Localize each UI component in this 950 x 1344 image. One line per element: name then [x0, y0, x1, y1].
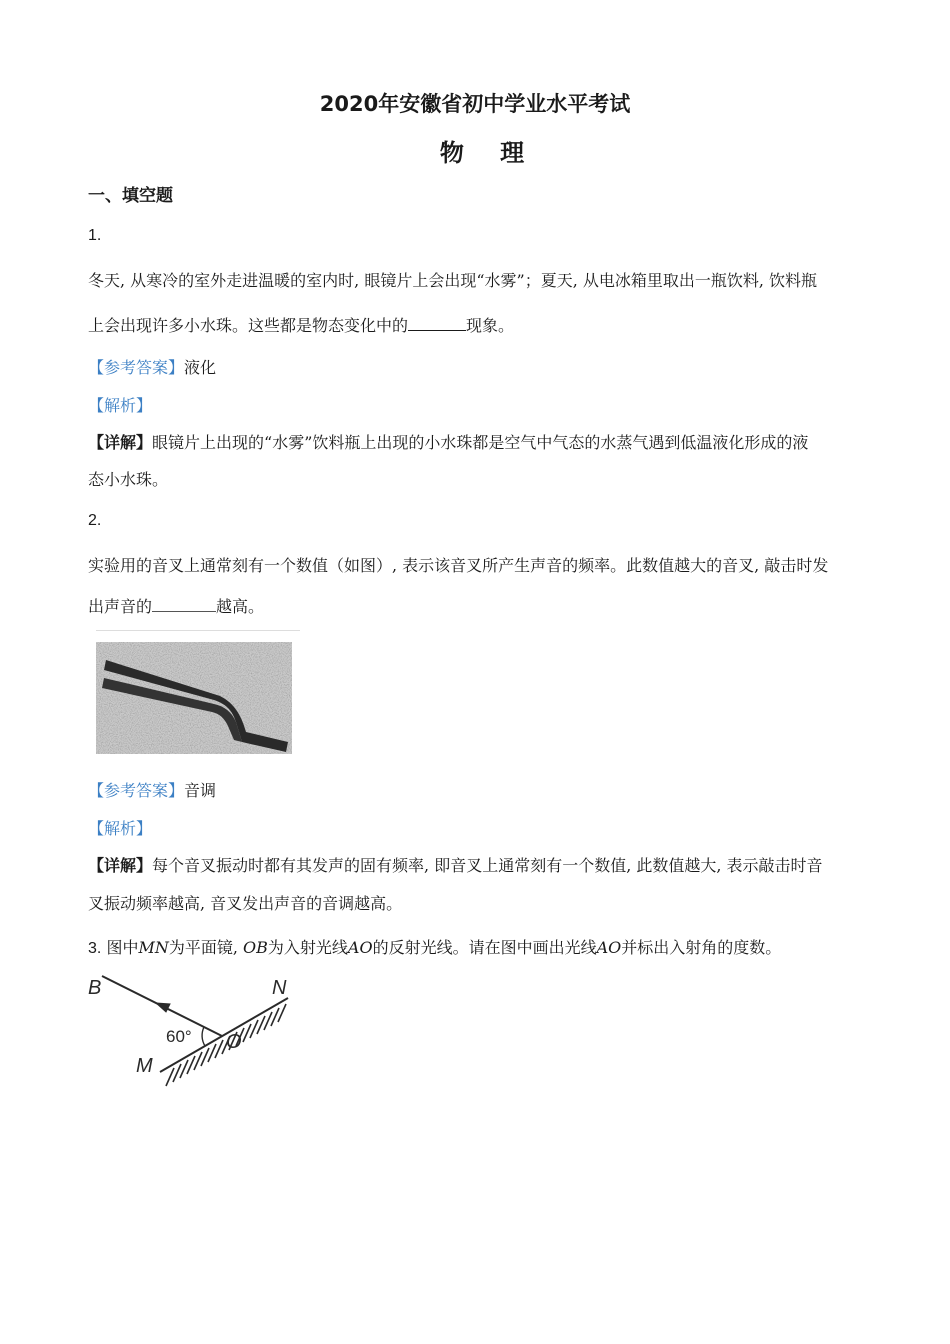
question-2-text: 出声音的 [88, 597, 153, 616]
answer-text: 液化 [184, 358, 217, 377]
detail-tag: 【详解】 [88, 433, 153, 452]
ray-arrow [156, 1003, 170, 1012]
question-1-number: 1. [88, 227, 102, 244]
q3-ao: AO [347, 938, 373, 957]
angle-arc [202, 1027, 205, 1046]
label-b: B [88, 977, 102, 999]
q3-text-2: 为平面镜, [168, 938, 244, 957]
detail-text: 眼镜片上出现的“水雾”饮料瓶上出现的小水珠都是空气中气态的水蒸气遇到低温液化形成的液 [152, 433, 809, 452]
question-3-line [88, 935, 781, 958]
detail-tag: 【详解】 [88, 856, 153, 875]
question-2-answer [88, 778, 216, 801]
answer-blank [152, 595, 216, 612]
q3-text-1: 图中 [106, 938, 139, 957]
q3-ao-2: AO [596, 938, 622, 957]
q3-text-4: 的反射光线。请在图中画出光线 [372, 938, 597, 957]
mirror-diagram [80, 968, 300, 1096]
label-o: O [226, 1031, 242, 1053]
question-1-line-2 [88, 313, 514, 336]
q3-text-3: 为入射光线 [267, 938, 348, 957]
answer-tag: 【参考答案】 [88, 781, 185, 800]
answer-tag: 【参考答案】 [88, 358, 185, 377]
answer-text: 音调 [184, 781, 217, 800]
angle-label: 60° [166, 1027, 192, 1046]
question-1-text-end: 现象。 [466, 316, 515, 335]
answer-blank [408, 314, 466, 331]
detail-text: 每个音叉振动时都有其发声的固有频率, 即音叉上通常刻有一个数值, 此数值越大, 表示敲击时音 [152, 856, 823, 875]
tuning-fork-photo [96, 630, 300, 754]
q3-text-5: 并标出入射角的度数。 [621, 938, 782, 957]
q3-mn: MN [138, 938, 169, 957]
question-2-line-1: 实验用的音叉上通常刻有一个数值（如图）, 表示该音叉所产生声音的频率。此数值越大的音叉, 敲击时发 [88, 556, 829, 575]
section-heading: 一、填空题 [88, 186, 173, 206]
analysis-tag: 【解析】 [88, 396, 153, 415]
question-1-detail-line-2: 态小水珠。 [88, 470, 169, 489]
question-2-text-end: 越高。 [216, 597, 265, 616]
question-2-detail-line-1 [88, 853, 823, 876]
exam-title: 2020年安徽省初中学业水平考试 [319, 92, 631, 116]
question-2-detail-line-2: 叉振动频率越高, 音叉发出声音的音调越高。 [88, 894, 403, 913]
question-2-line-2 [88, 594, 264, 617]
question-1-text: 上会出现许多小水珠。这些都是物态变化中的 [88, 316, 409, 335]
question-1-detail-line-1 [88, 430, 808, 453]
question-1-answer [88, 355, 216, 378]
q3-ob: OB [243, 938, 268, 957]
subject-title: 物 理 [439, 139, 539, 167]
question-1-line-1: 冬天, 从寒冷的室外走进温暖的室内时, 眼镜片上会出现“水雾”；夏天, 从电冰箱里取出一瓶饮料, 饮料瓶 [88, 271, 818, 290]
question-2-number: 2. [88, 512, 102, 529]
label-m: M [136, 1055, 153, 1077]
label-n: N [272, 977, 287, 999]
question-3-number: 3. [88, 940, 102, 957]
analysis-tag: 【解析】 [88, 819, 153, 838]
